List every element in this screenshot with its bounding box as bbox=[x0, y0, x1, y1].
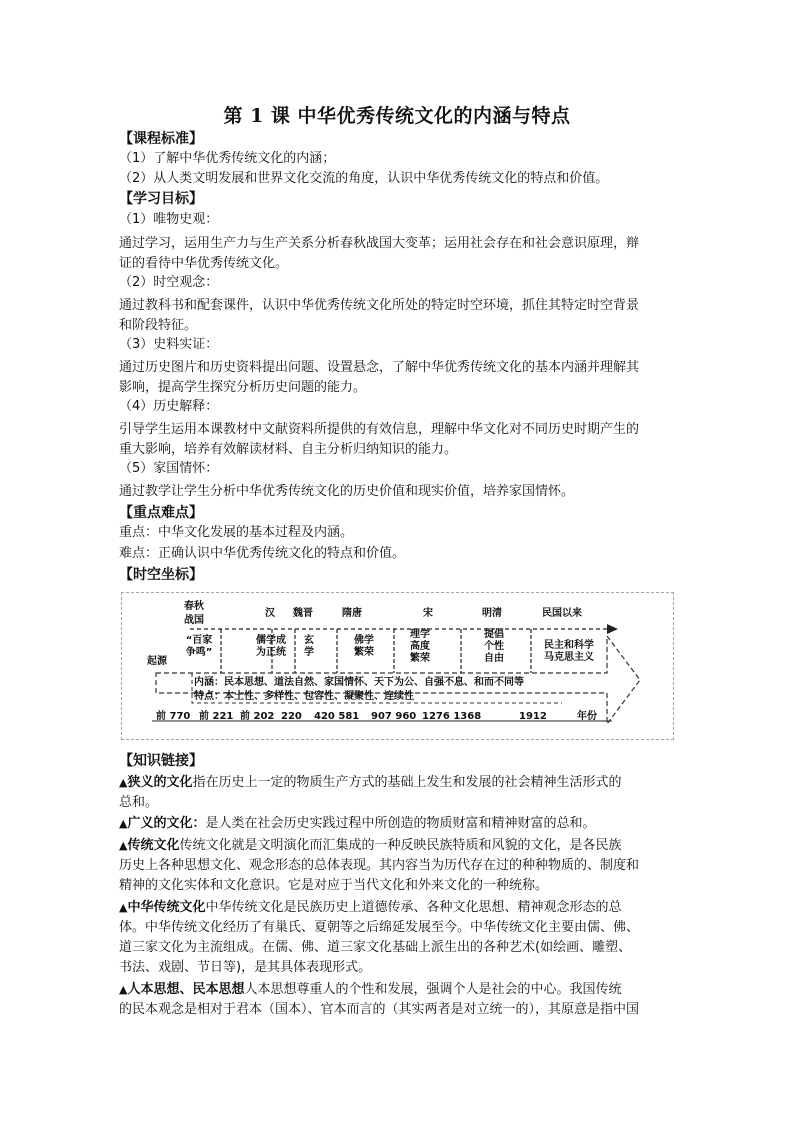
stage-xuanxue: 玄 学 bbox=[304, 635, 314, 658]
knowledge-entry: ▲中华传统文化中华传统文化是民族历史上道德传承、各种文化思想、精神观念形态的总 bbox=[119, 900, 622, 915]
goal-label: （1）唯物史观： bbox=[119, 212, 219, 227]
knowledge-text: 体。中华传统文化经历了有巢氏、夏朝等之后绵延发展至今。中华传统文化主要由儒、佛、 bbox=[119, 920, 640, 935]
goal-text: 重大影响，培养有效解读材料、自主分析归纳知识的能力。 bbox=[119, 442, 458, 457]
knowledge-entry: ▲广义的文化：是人类在社会历史实践过程中所创造的物质财富和精神财富的总和。 bbox=[119, 816, 596, 831]
stage-minzhu: 民主和科学 马克思主义 bbox=[544, 640, 594, 663]
lesson-title: 第 1 课 中华优秀传统文化的内涵与特点 bbox=[223, 105, 571, 127]
knowledge-text: 书法、戏剧、节日等)，是其具体表现形式。 bbox=[119, 960, 372, 975]
axis-unit-label: 年份 bbox=[577, 711, 597, 722]
year-label: 220 bbox=[281, 711, 302, 722]
key-point: 重点：中华文化发展的基本过程及内涵。 bbox=[119, 525, 354, 540]
period-weijin: 魏晋 bbox=[293, 608, 313, 619]
goals-heading: 【学习目标】 bbox=[119, 191, 203, 207]
stage-baijia: “百家 争鸣” bbox=[185, 635, 213, 658]
knowledge-text: 道三家文化为主流组成。在儒、佛、道三家文化基础上派生出的各种艺术(如绘画、雕塑、 bbox=[119, 940, 632, 955]
period-mingqing: 明清 bbox=[482, 608, 502, 619]
knowledge-text: 历史上各种思想文化、观念形态的总体表现。其内容当为历代存在过的种种物质的、制度和 bbox=[119, 858, 640, 873]
stage-gexing: 提倡 个性 自由 bbox=[484, 629, 504, 664]
timeline-heading: 【时空坐标】 bbox=[119, 567, 203, 583]
stage-foxue: 佛学 繁荣 bbox=[354, 635, 374, 658]
year-label: 1276 1368 bbox=[422, 711, 482, 722]
stage-lixue: 理学 高度 繁荣 bbox=[410, 629, 430, 664]
triangle-bullet-icon: ▲ bbox=[119, 901, 128, 914]
goal-label: （4）历史解释： bbox=[119, 399, 219, 414]
course-standard-item: （2）从人类文明发展和世界文化交流的角度，认识中华优秀传统文化的特点和价值。 bbox=[119, 171, 609, 186]
goal-text: 影响，提高学生探究分析历史问题的能力。 bbox=[119, 380, 367, 395]
course-standard-item: （1）了解中华优秀传统文化的内涵； bbox=[119, 151, 336, 166]
knowledge-entry: ▲狭义的文化指在历史上一定的物质生产方式的基础上发生和发展的社会精神生活形式的 bbox=[119, 775, 622, 790]
goal-label: （3）史料实证： bbox=[119, 337, 219, 352]
goal-text: 和阶段特征。 bbox=[119, 318, 198, 333]
origin-label: 起源 bbox=[147, 656, 167, 667]
year-label: 1912 bbox=[519, 711, 547, 722]
triangle-bullet-icon: ▲ bbox=[119, 983, 128, 996]
year-label: 前 221 bbox=[199, 711, 234, 722]
triangle-bullet-icon: ▲ bbox=[119, 817, 128, 830]
timeline-top-arrowhead bbox=[607, 624, 618, 634]
period-chunqiu: 春秋 bbox=[184, 601, 204, 612]
period-suitang: 隋唐 bbox=[342, 608, 362, 619]
goal-text: 通过教学让学生分析中华优秀传统文化的历史价值和现实价值，培养家国情怀。 bbox=[119, 484, 575, 499]
knowledge-entry: ▲传统文化传统文化就是文明演化而汇集成的一种反映民族特质和风貌的文化，是各民族 bbox=[119, 838, 622, 853]
goal-text: 通过学习，运用生产力与生产关系分析春秋战国大变革；运用社会存在和社会意识原理，辩 bbox=[119, 236, 640, 251]
goal-text: 通过教科书和配套课件，认识中华优秀传统文化所处的特定时空环境，抓住其特定时空背景 bbox=[119, 298, 640, 313]
goal-text: 引导学生运用本课教材中文献资料所提供的有效信息，理解中华文化对不同历史时期产生的 bbox=[119, 422, 640, 437]
difficult-point: 难点：正确认识中华优秀传统文化的特点和价值。 bbox=[119, 546, 406, 561]
triangle-bullet-icon: ▲ bbox=[119, 776, 128, 789]
year-label: 420 581 bbox=[314, 711, 360, 722]
period-song: 宋 bbox=[423, 608, 433, 619]
stage-rujia: 儒学成 为正统 bbox=[256, 635, 286, 658]
timeline-diagram bbox=[121, 592, 674, 740]
timeline-features: 特点：本土性、多样性、包容性、凝聚性、连续性 bbox=[194, 691, 414, 702]
year-label: 907 960 bbox=[371, 711, 417, 722]
course-standard-heading: 【课程标准】 bbox=[119, 131, 203, 147]
period-zhanguo: 战国 bbox=[184, 615, 204, 626]
goal-label: （5）家国情怀： bbox=[119, 461, 219, 476]
goal-label: （2）时空观念： bbox=[119, 275, 219, 290]
year-label: 前 770 bbox=[156, 711, 191, 722]
year-label: 前 202 bbox=[240, 711, 275, 722]
period-han: 汉 bbox=[265, 608, 275, 619]
goal-text: 证的看待中华优秀传统文化。 bbox=[119, 256, 289, 271]
period-minguo: 民国以来 bbox=[542, 608, 582, 619]
key-points-heading: 【重点难点】 bbox=[119, 505, 203, 521]
knowledge-text: 总和。 bbox=[119, 795, 159, 810]
knowledge-entry: ▲人本思想、民本思想人本思想尊重人的个性和发展，强调个人是社会的中心。我国传统 bbox=[119, 982, 622, 997]
timeline-connotation: 内涵：民本思想、道法自然、家国情怀、天下为公、自强不息、和而不同等 bbox=[194, 677, 524, 688]
knowledge-heading: 【知识链接】 bbox=[119, 753, 203, 769]
goal-text: 通过历史图片和历史资料提出问题、设置悬念，了解中华优秀传统文化的基本内涵并理解其 bbox=[119, 360, 640, 375]
knowledge-text: 的民本观念是相对于君本（国本）、官本而言的（其实两者是对立统一的），其原意是指中国 bbox=[119, 1002, 640, 1017]
knowledge-text: 精神的文化实体和文化意识。它是对应于当代文化和外来文化的一种统称。 bbox=[119, 878, 549, 893]
triangle-bullet-icon: ▲ bbox=[119, 839, 128, 852]
